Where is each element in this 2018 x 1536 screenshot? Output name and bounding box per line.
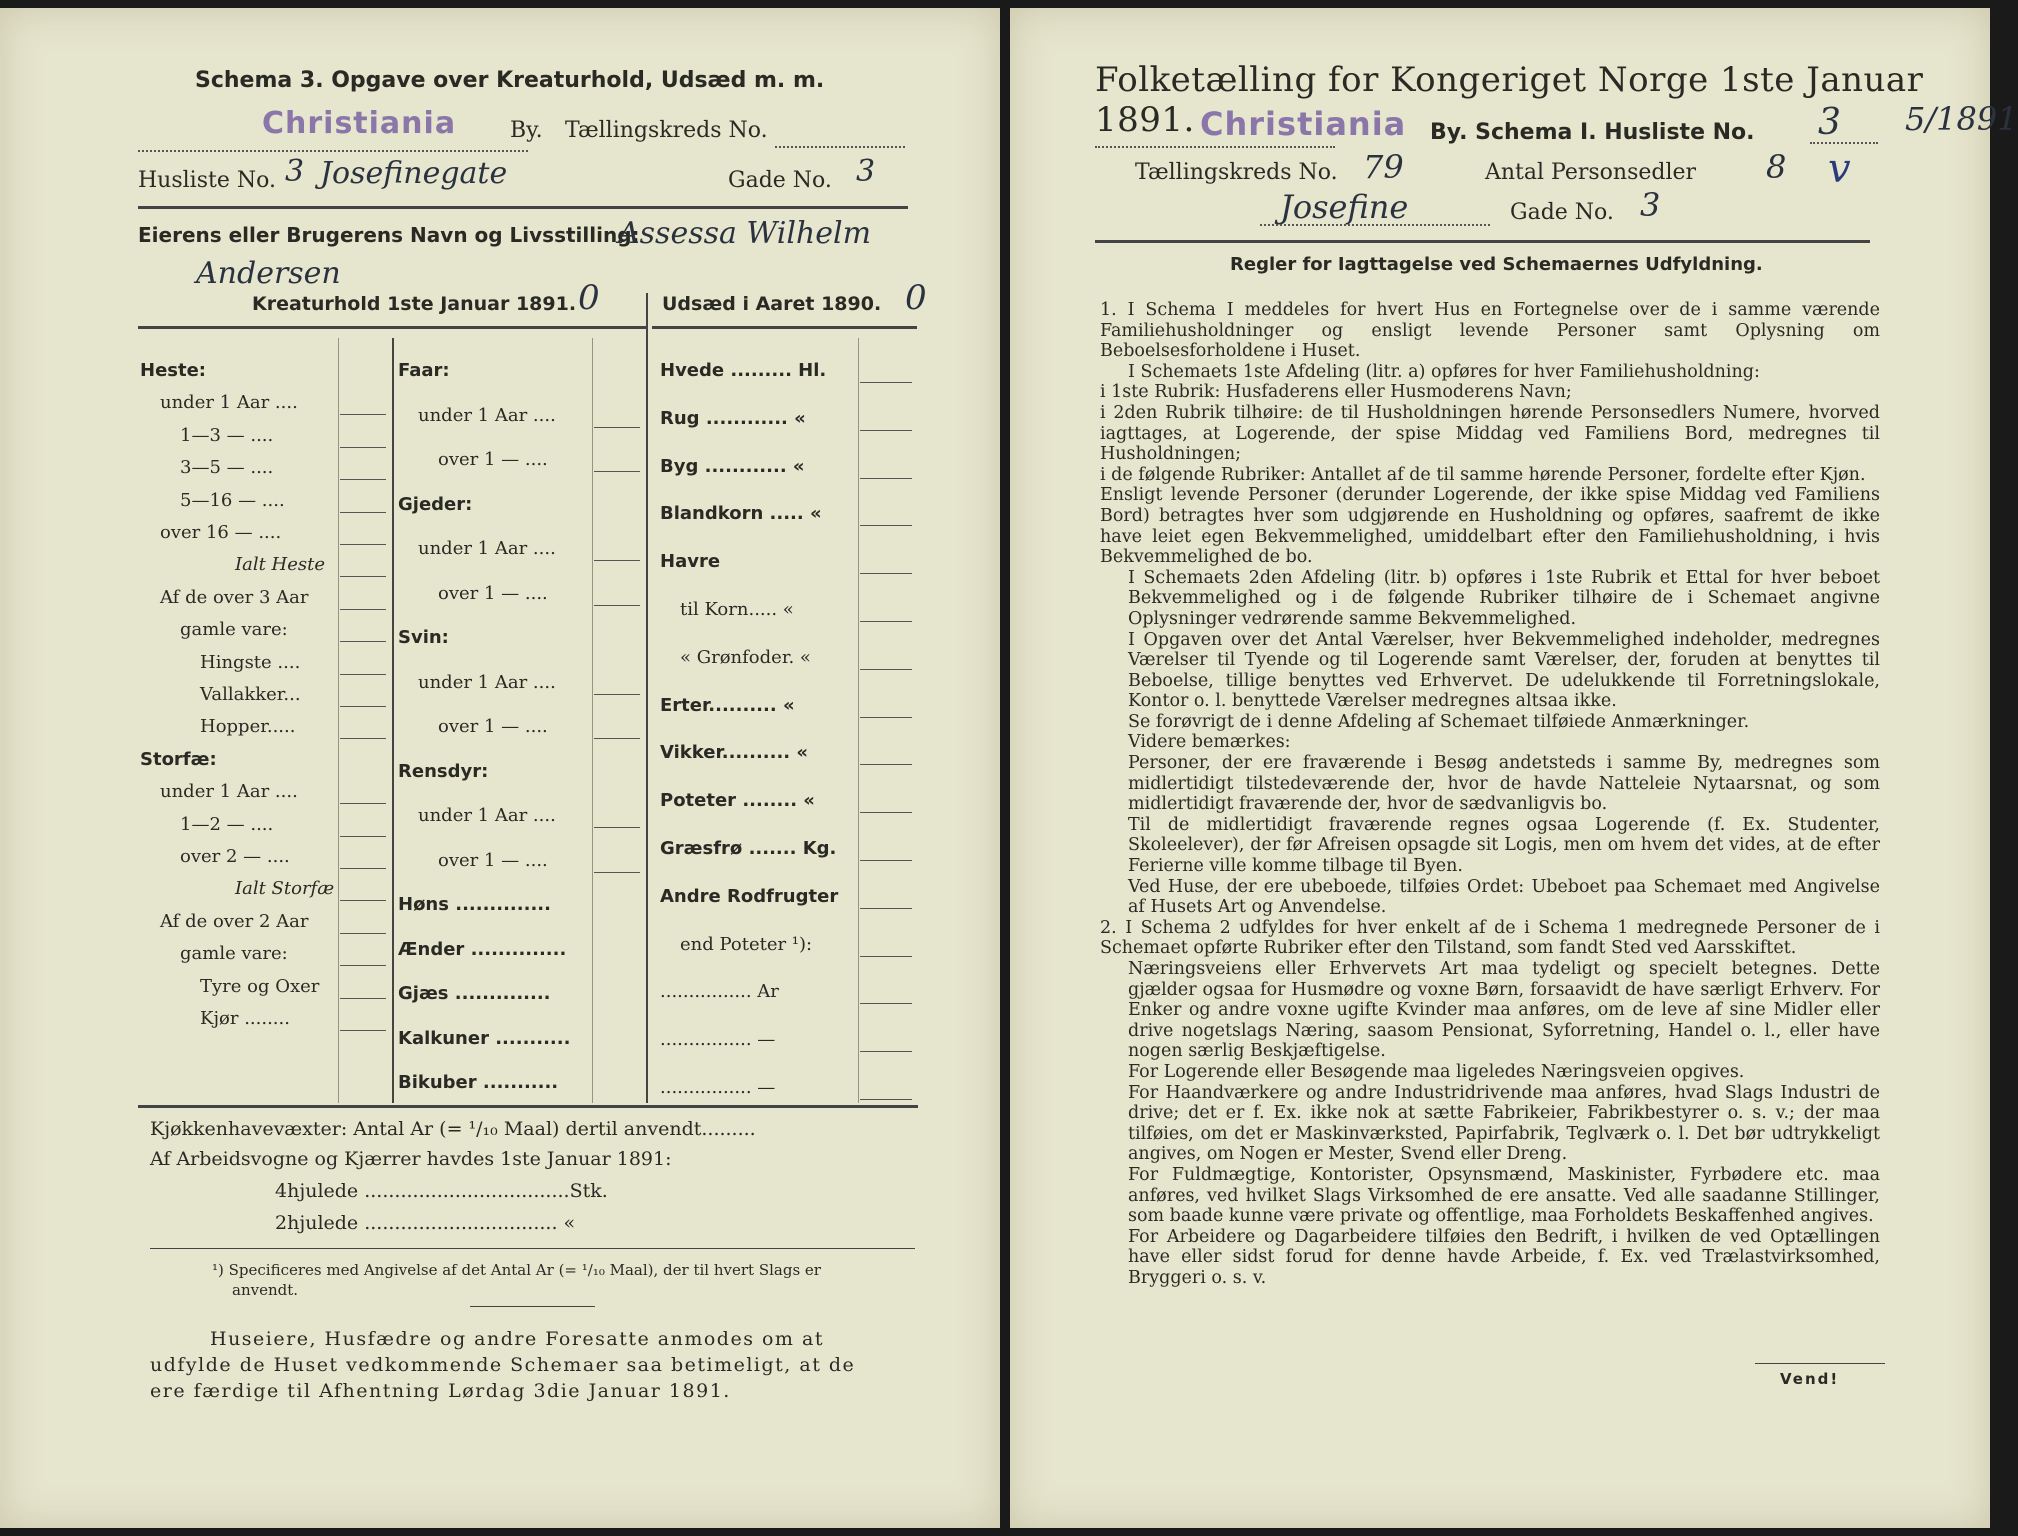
form-entry-slot [340,1030,386,1031]
form-entry-slot [340,836,386,837]
form-row-label: Ialt Storfæ [235,878,335,900]
form-entry-slot [340,965,386,966]
form-entry-slot [340,479,386,480]
form-entry-slot [340,900,386,901]
form-entry-slot [340,998,386,999]
form-row-label: Rensdyr: [398,760,489,782]
arbeid-text: Af Arbeidsvogne og Kjærrer havdes 1ste Januar 1891: [150,1148,672,1170]
form-entry-slot [340,576,386,577]
instruction-paragraph: For Fuldmægtige, Kontorister, Opsynsmænd, Maskinister, Fyrbødere etc. maa anføres, ved hvilket Slags Virksomhed de ere ansatte. Ved alle saadanne Stillinger, som baade kunne være private og offentlige, maa Forholdets Beskaffenhed angives. [1128,1164,1880,1227]
form-row-label: over 1 — .... [438,582,548,604]
kreatur-header: Kreaturhold 1ste Januar 1891. [252,293,577,315]
form-row-label: Svin: [398,627,449,648]
form-entry-slot [340,512,386,513]
instruction-paragraph: Ensligt levende Personer (derunder Logerende, der ikke spise Middag ved Familiens Bord) betragtes hver som udgjørende en Husholdning og opføres, saafremt de ikke have leiet egen Bekvemmelighed, umiddelbart efter den Familiehusholdning, i hvis Bekvemmelighed de bo. [1100,485,1880,568]
form-row-label: over 2 — .... [180,846,290,867]
form-row-label: Rug ............ « [660,407,806,429]
krets-label: Tællingskreds No. [1135,160,1338,185]
form-entry-slot [340,803,386,804]
form-entry-slot [860,430,912,431]
header-rule [1095,240,1870,243]
col3-slot-divider [858,338,859,1103]
footnote-line-2: anvendt. [232,1281,299,1299]
form-entry-slot [860,573,912,574]
form-entry-slot [860,1003,912,1004]
form-entry-slot [860,764,912,765]
instruction-paragraph: Til de midlertidigt fraværende regnes ogsaa Logerende (f. Ex. Studenter, Skoleelever), der før Afreisen opsagde sit Logis, men om hvem det vides, at de efter Ferierne ville komme tilbage til Byen. [1128,814,1880,877]
instruction-paragraph: i 1ste Rubrik: Husfaderens eller Husmoderens Navn; [1100,382,1572,403]
form-entry-slot [860,669,912,670]
left-page [0,8,1000,1528]
form-entry-slot [340,674,386,675]
by-schema-label: By. Schema I. Husliste No. [1430,120,1755,145]
city-stamp: Christiania [1200,105,1407,143]
instruction-paragraph: Personer, der ere fraværende i Besøg andetsteds i samme By, medregnes som midlertidigt tilstedeværende der, hvor de havde Natteleie Nytaarsnat, og som midlertidigt fraværende der, hvor de sædvanligvis bo. [1128,753,1880,815]
form-row-label: gamle vare: [180,619,288,641]
city-stamp: Christiania [262,106,457,141]
form-row-label: Byg ............ « [660,455,805,477]
gade-label: Gade No. [1510,200,1614,225]
form-entry-slot [594,738,640,739]
form-entry-slot [860,382,912,383]
form-row-label: Vallakker... [200,684,301,705]
gade-label: Gade No. [728,168,832,193]
notice-line-2: udfylde de Huset vedkommende Schemaer saa betimeligt, at de [150,1354,856,1376]
col1-slot-divider [338,338,339,1103]
form-entry-slot [340,544,386,545]
footnote-rule [150,1248,915,1249]
instruction-paragraph: For Logerende eller Besøgende maa ligeledes Næringsveien opgives. [1128,1061,1745,1082]
schema-3-title: Schema 3. Opgave over Kreaturhold, Udsæd m. m. [195,68,825,93]
gade-no-handwritten: 3 [856,154,876,189]
form-row-label: under 1 Aar .... [418,538,556,559]
form-entry-slot [594,827,640,828]
form-row-label: under 1 Aar .... [160,392,298,414]
instruction-paragraph: i de følgende Rubriker: Antallet af de til samme hørende Personer, fordelte efter Kjøn. [1100,464,1866,485]
form-row-label: Bikuber ........... [398,1072,559,1093]
form-entry-slot [594,694,640,695]
krets-handwritten: 79 [1363,148,1404,186]
footnote-line-1: ¹) Specificeres med Angivelse af det Antal Ar (= ¹/₁₀ Maal), der til hvert Slags er [212,1261,821,1279]
notice-line-1: Huseiere, Husfædre og andre Foresatte anmodes om at [210,1328,824,1350]
street-handwritten: Josefinegate [320,156,508,191]
column-divider-2 [646,293,648,1103]
instructions [1100,300,1880,1289]
form-row-label: over 1 — .... [438,716,548,737]
form-entry-slot [340,609,386,610]
instruction-paragraph: For Haandværkere og andre Industridrivende maa anføres, hvad Slags Industri de drive; det er f. Ex. ikke nok at sætte Fabrikeier, Fabrikbestyrer o. s. v.; der maa tilføies, om det er Maskinværksted, Papirfabrik, Teglværk o. l. Det bør udtrykkeligt angives, om Nogen er Mester, Svend eller Dreng. [1128,1082,1880,1165]
form-entry-slot [594,560,640,561]
form-row-label: Hvede ......... Hl. [660,360,827,381]
instruction-paragraph: Se forøvrigt de i denne Afdeling af Schemaet tilføiede Anmærkninger. [1128,711,1750,732]
husliste-line [1810,136,1878,144]
vend-label: Vend! [1780,1370,1840,1388]
husliste-handwritten: 3 [1818,102,1841,143]
form-entry-slot [860,812,912,813]
form-row-label: Tyre og Oxer [200,975,320,997]
regler-title: Regler for Iagttagelse ved Schemaernes Udfyldning. [1230,254,1763,275]
eier-label: Eierens eller Brugerens Navn og Livsstilling: [138,223,640,247]
eier-name-handwritten-2: Andersen [196,256,341,291]
form-row-label: ................ — [660,1029,776,1051]
form-row-label: Heste: [140,360,206,381]
form-entry-slot [594,427,640,428]
form-row-label: Gjæs .............. [398,983,551,1004]
form-entry-slot [340,738,386,739]
form-entry-slot [594,471,640,472]
form-row-label: Høns .............. [398,894,551,915]
check-mark: v [1828,146,1851,192]
form-row-label: 1—3 — .... [180,424,274,446]
form-entry-slot [860,956,912,957]
instruction-paragraph: Ved Huse, der ere ubeboede, tilføies Ordet: Ubeboet paa Schemaet med Angivelse af Husets Art og Anvendelse. [1128,876,1880,918]
husliste-label: Husliste No. [138,168,276,193]
notice-line-3: ere færdige til Afhentning Lørdag 3die Januar 1891. [150,1380,731,1402]
street-handwritten: Josefine [1280,188,1409,226]
form-entry-slot [594,872,640,873]
form-entry-slot [340,868,386,869]
form-row-label: Vikker.......... « [660,742,809,764]
kjokken-text: Kjøkkenhavevæxter: Antal Ar (= ¹/₁₀ Maal) dertil anvendt......... [150,1118,756,1140]
kreatur-handwritten: 0 [578,278,600,318]
instruction-paragraph: For Arbeidere og Dagarbeidere tilføies den Bedrift, i hvilken de ved Optællingen have eller sidst forud for denne havde Arbeide, f. Ex. ved Trælastvirksomhed, Bryggeri o. s. v. [1128,1226,1880,1288]
form-entry-slot [860,1051,912,1052]
table-bottom-rule [138,1105,918,1108]
form-row-label: over 1 — .... [438,449,548,470]
form-entry-slot [594,605,640,606]
form-row-label: Kalkuner ........... [398,1027,571,1049]
table-top-rule-left [138,326,646,329]
instruction-paragraph: 2. I Schema 2 udfyldes for hver enkelt af de i Schema 1 medregnede Personer de i Schemaet opførte Rubriker efter den Tilstand, som fandt Sted ved Aarsskiftet. [1100,917,1880,959]
form-row-label: Hopper..... [200,716,296,738]
gade-handwritten: 3 [1640,186,1661,224]
form-row-label: Kjør ........ [200,1008,290,1029]
form-row-label: over 16 — .... [160,522,282,543]
date-handwritten: 5/1891 [1905,100,2018,138]
form-row-label: ................ Ar [660,981,779,1003]
udsaed-handwritten: 0 [905,278,927,318]
antal-handwritten: 8 [1766,148,1787,186]
form-row-label: Af de over 3 Aar [160,586,309,608]
form-entry-slot [860,478,912,479]
form-row-label: Gjeder: [398,493,473,515]
form-row-label: end Poteter ¹): [680,933,813,955]
form-row-label: 3—5 — .... [180,457,274,479]
husliste-no-handwritten: 3 [285,154,305,189]
form-row-label: Af de over 2 Aar [160,910,309,932]
form-row-label: Blandkorn ..... « [660,503,822,525]
form-row-label: Havre [660,551,721,573]
hjul4-text: 4hjulede ..................................Stk. [275,1180,608,1202]
antal-label: Antal Personsedler [1485,160,1697,185]
krets-line [775,132,905,148]
vend-rule [1755,1363,1885,1364]
form-entry-slot [860,525,912,526]
street-line [1260,220,1490,226]
instruction-paragraph: i 2den Rubrik tilhøire: de til Husholdningen hørende Personsedlers Numere, hvorved iagttages, at Logerende, der spise Middag ved Familiens Bord, medregnes til Husholdningen; [1100,402,1880,465]
form-entry-slot [860,621,912,622]
form-entry-slot [340,706,386,707]
form-row-label: Ialt Heste [235,554,326,576]
col2-slot-divider [592,338,593,1103]
form-row-label: gamle vare: [180,943,288,965]
column-divider-1 [392,338,394,1103]
instruction-paragraph: Videre bemærkes: [1128,732,1291,753]
table-top-rule-right [652,326,917,329]
header-rule [138,206,908,209]
hjul2-text: 2hjulede ................................ « [275,1212,576,1234]
form-row-label: ................ — [660,1077,776,1098]
form-row-label: under 1 Aar .... [160,781,298,803]
instruction-paragraph: I Schemaets 1ste Afdeling (litr. a) opføres for hver Familiehusholdning: [1128,361,1760,382]
form-entry-slot [340,641,386,642]
by-label: By. [510,118,543,143]
form-row-label: under 1 Aar .... [418,671,556,693]
form-row-label: Græsfrø ....... Kg. [660,838,837,859]
form-entry-slot [860,1099,912,1100]
form-row-label: Ænder .............. [398,938,567,960]
census-title: Folketælling for Kongeriget Norge 1ste Januar 1891. [1095,60,1924,140]
form-entry-slot [340,933,386,934]
krets-label: Tællingskreds No. [565,118,768,143]
form-entry-slot [860,860,912,861]
eier-name-handwritten-1: Assessa Wilhelm [618,216,872,251]
form-row-label: Storfæ: [140,748,217,770]
form-row-label: 5—16 — .... [180,489,285,511]
form-row-label: Poteter ........ « [660,790,815,812]
form-row-label: under 1 Aar .... [418,805,556,826]
form-entry-slot [860,717,912,718]
form-entry-slot [860,908,912,909]
form-row-label: til Korn..... « [680,599,794,620]
instruction-paragraph: Næringsveiens eller Erhvervets Art maa tydeligt og specielt betegnes. Dette gjælder ogsaa for Husmødre og voxne Børn, forsaavidt de have særligt Erhverv. For Enker og andre voxne ugifte Kvinder maa anføres, om de leve af sine Midler eller drive nogetslags Næring, saasom Pensionat, Syforretning, Handel o. l., eller have nogen særlig Beskjæftigelse. [1128,959,1880,1062]
udsaed-header: Udsæd i Aaret 1890. [662,293,882,315]
form-row-label: Andre Rodfrugter [660,885,839,907]
form-row-label: under 1 Aar .... [418,404,556,426]
form-row-label: 1—2 — .... [180,813,274,835]
form-entry-slot [340,414,386,415]
short-rule [470,1306,595,1307]
instruction-paragraph: 1. I Schema I meddeles for hvert Hus en Fortegnelse over de i samme værende Familiehusholdninger og ensligt levende Personer samt Oplysning om Beboelsesforholdene i Huset. [1100,300,1880,362]
instruction-paragraph: I Schemaets 2den Afdeling (litr. b) opføres i 1ste Rubrik et Ettal for hver beboet Bekvemmelighed og i de følgende Rubriker tilhøire de i Schemaet angivne Oplysninger vedrørende samme Bekvemmelighed. [1128,567,1880,629]
form-entry-slot [340,447,386,448]
form-row-label: Faar: [398,360,450,381]
form-row-label: over 1 — .... [438,849,548,871]
form-row-label: Erter.......... « [660,694,795,716]
form-row-label: Hingste .... [200,651,301,673]
instruction-paragraph: I Opgaven over det Antal Værelser, hver Bekvemmelighed indeholder, medregnes Værelser til Tyende og til Logerende samt Værelser, der, foruden at benyttes til Beboelse, tillige benyttes ved Erhvervet. De udelukkende til Forretningslokale, Kontor o. l. benyttede Værelser medregnes altsaa ikke. [1128,629,1880,712]
form-row-label: « Grønfoder. « [680,646,811,668]
right-page [1010,8,2018,1528]
